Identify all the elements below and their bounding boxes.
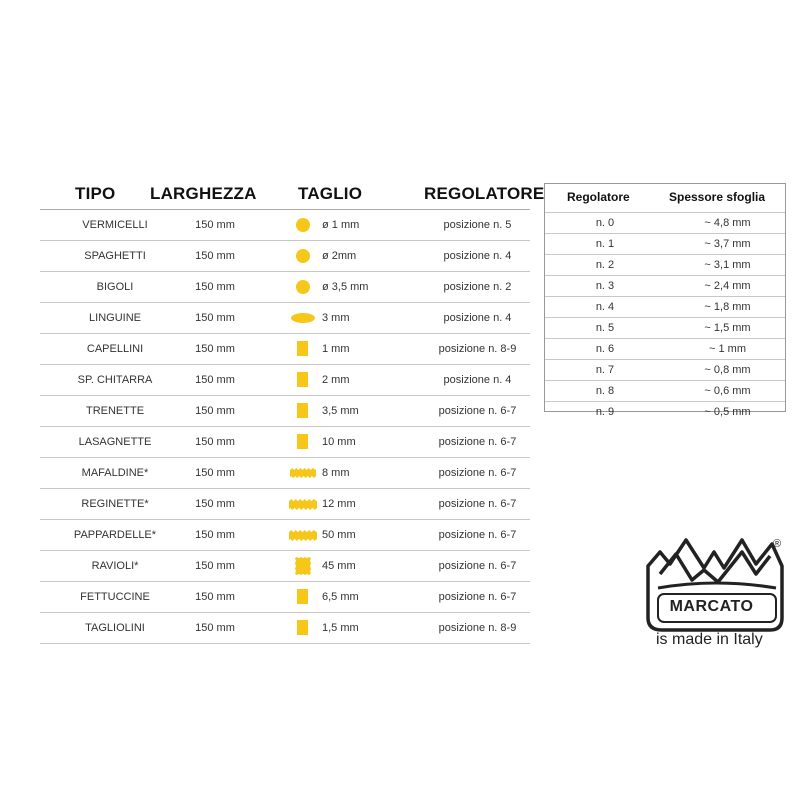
table-row bbox=[40, 520, 530, 551]
oval-icon bbox=[291, 313, 315, 323]
circle-icon bbox=[296, 218, 310, 232]
pasta-type: LASAGNETTE bbox=[78, 436, 152, 448]
pasta-setting: posizione n. 8-9 bbox=[438, 343, 517, 355]
sheet-thickness: ~ 3,1 mm bbox=[704, 259, 751, 271]
sheet-thickness: ~ 1 mm bbox=[709, 343, 746, 355]
table-row bbox=[40, 489, 530, 520]
table-row bbox=[545, 359, 785, 380]
table-row bbox=[545, 380, 785, 401]
table-row bbox=[545, 401, 785, 422]
thickness-table bbox=[544, 183, 786, 418]
pasta-type: REGINETTE* bbox=[81, 498, 149, 510]
sheet-thickness: ~ 2,4 mm bbox=[704, 280, 751, 292]
pasta-width: 150 mm bbox=[195, 219, 235, 231]
table-row bbox=[40, 458, 530, 489]
pasta-width: 150 mm bbox=[195, 591, 235, 603]
pasta-cut: 50 mm bbox=[322, 529, 356, 541]
pasta-type: SPAGHETTI bbox=[84, 250, 146, 262]
pasta-width: 150 mm bbox=[195, 622, 235, 634]
main-table-header bbox=[40, 184, 545, 210]
setting-number: n. 6 bbox=[595, 343, 615, 355]
pasta-width: 150 mm bbox=[195, 250, 235, 262]
header-spessore: Spessore sfoglia bbox=[669, 190, 766, 204]
shape-cell bbox=[285, 241, 321, 271]
setting-number: n. 9 bbox=[595, 406, 615, 418]
pasta-width: 150 mm bbox=[195, 436, 235, 448]
pasta-cut: ø 1 mm bbox=[322, 219, 360, 231]
table-row bbox=[40, 334, 530, 365]
shape-cell bbox=[285, 582, 321, 612]
setting-number: n. 2 bbox=[595, 259, 615, 271]
pasta-cut: 10 mm bbox=[322, 436, 356, 448]
shape-cell bbox=[285, 427, 321, 457]
pasta-cut: 45 mm bbox=[322, 560, 356, 572]
sheet-thickness: ~ 0,6 mm bbox=[704, 385, 751, 397]
pasta-setting: posizione n. 4 bbox=[443, 374, 512, 386]
pasta-width: 150 mm bbox=[195, 374, 235, 386]
table-row bbox=[545, 317, 785, 338]
table-row bbox=[545, 254, 785, 275]
pasta-setting: posizione n. 5 bbox=[443, 219, 512, 231]
wavy-ribbon-icon bbox=[289, 530, 317, 541]
pasta-width: 150 mm bbox=[195, 529, 235, 541]
table-row bbox=[40, 365, 530, 396]
table-row bbox=[40, 303, 530, 334]
pasta-width: 150 mm bbox=[195, 405, 235, 417]
table-row bbox=[40, 551, 530, 582]
pasta-type: RAVIOLI* bbox=[91, 560, 139, 572]
brand-tagline: is made in Italy bbox=[656, 631, 763, 648]
square-icon bbox=[297, 341, 308, 356]
thickness-rows bbox=[545, 212, 785, 422]
pasta-type: SP. CHITARRA bbox=[77, 374, 153, 386]
pasta-type: TAGLIOLINI bbox=[85, 622, 145, 634]
table-row bbox=[40, 272, 530, 303]
pasta-setting: posizione n. 6-7 bbox=[438, 467, 517, 479]
sheet-thickness: ~ 1,8 mm bbox=[704, 301, 751, 313]
shape-cell bbox=[285, 489, 321, 519]
pasta-cut: ø 2mm bbox=[322, 250, 357, 262]
pasta-cut: 8 mm bbox=[322, 467, 350, 479]
pasta-setting: posizione n. 6-7 bbox=[438, 498, 517, 510]
pasta-width: 150 mm bbox=[195, 498, 235, 510]
registered-mark: ® bbox=[773, 538, 782, 550]
table-row bbox=[40, 582, 530, 613]
shape-cell bbox=[285, 551, 321, 581]
pasta-type: PAPPARDELLE* bbox=[73, 529, 157, 541]
pasta-setting: posizione n. 4 bbox=[443, 250, 512, 262]
table-row bbox=[40, 241, 530, 272]
shape-cell bbox=[285, 272, 321, 302]
header-regolatore-side: Regolatore bbox=[567, 190, 630, 204]
wavy-ribbon-icon bbox=[289, 499, 317, 510]
thickness-table-header bbox=[545, 184, 785, 212]
setting-number: n. 1 bbox=[595, 238, 615, 250]
sheet-thickness: ~ 4,8 mm bbox=[704, 217, 751, 229]
pasta-cut: 1 mm bbox=[322, 343, 350, 355]
pasta-cut: ø 3,5 mm bbox=[322, 281, 369, 293]
setting-number: n. 8 bbox=[595, 385, 615, 397]
pasta-cut: 3 mm bbox=[322, 312, 350, 324]
sheet-thickness: ~ 0,5 mm bbox=[704, 406, 751, 418]
pasta-setting: posizione n. 6-7 bbox=[438, 436, 517, 448]
table-row bbox=[40, 210, 530, 241]
pasta-type: VERMICELLI bbox=[82, 219, 148, 231]
pasta-cut: 1,5 mm bbox=[322, 622, 359, 634]
header-taglio: TAGLIO bbox=[298, 184, 363, 203]
table-row bbox=[40, 427, 530, 458]
header-regolatore: REGOLATORE bbox=[424, 184, 545, 203]
sheet-thickness: ~ 1,5 mm bbox=[704, 322, 751, 334]
pasta-type: FETTUCCINE bbox=[80, 591, 150, 603]
setting-number: n. 3 bbox=[595, 280, 615, 292]
table-row bbox=[545, 296, 785, 317]
pasta-cut: 12 mm bbox=[322, 498, 356, 510]
wavy-ribbon-icon bbox=[290, 468, 316, 478]
table-row bbox=[545, 275, 785, 296]
pasta-type: CAPELLINI bbox=[86, 343, 144, 355]
pasta-type: TRENETTE bbox=[85, 405, 145, 417]
pasta-setting: posizione n. 6-7 bbox=[438, 591, 517, 603]
pasta-setting: posizione n. 6-7 bbox=[438, 529, 517, 541]
pasta-setting: posizione n. 6-7 bbox=[438, 405, 517, 417]
pasta-cut: 2 mm bbox=[322, 374, 350, 386]
pasta-table bbox=[40, 209, 530, 644]
pasta-type: BIGOLI bbox=[96, 281, 134, 293]
pasta-cut: 3,5 mm bbox=[322, 405, 359, 417]
brand-name: MARCATO bbox=[669, 598, 754, 615]
shape-cell bbox=[285, 458, 321, 488]
ravioli-icon bbox=[295, 557, 311, 575]
square-icon bbox=[297, 434, 308, 449]
table-row bbox=[545, 212, 785, 233]
setting-number: n. 0 bbox=[595, 217, 615, 229]
shape-cell bbox=[285, 210, 321, 240]
pasta-cut: 6,5 mm bbox=[322, 591, 359, 603]
sheet-thickness: ~ 3,7 mm bbox=[704, 238, 751, 250]
pasta-type: MAFALDINE* bbox=[81, 467, 149, 479]
shape-cell bbox=[285, 520, 321, 550]
pasta-type: LINGUINE bbox=[89, 312, 141, 324]
shape-cell bbox=[285, 365, 321, 395]
shape-cell bbox=[285, 334, 321, 364]
setting-number: n. 7 bbox=[595, 364, 615, 376]
shape-cell bbox=[285, 303, 321, 333]
table-row bbox=[40, 396, 530, 427]
pasta-setting: posizione n. 8-9 bbox=[438, 622, 517, 634]
pasta-width: 150 mm bbox=[195, 343, 235, 355]
circle-icon bbox=[296, 280, 310, 294]
pasta-setting: posizione n. 4 bbox=[443, 312, 512, 324]
pasta-setting: posizione n. 6-7 bbox=[438, 560, 517, 572]
shape-cell bbox=[285, 613, 321, 643]
square-icon bbox=[297, 589, 308, 604]
pasta-width: 150 mm bbox=[195, 560, 235, 572]
table-row bbox=[40, 613, 530, 644]
header-larghezza: LARGHEZZA bbox=[150, 184, 257, 203]
header-tipo: TIPO bbox=[75, 184, 116, 203]
circle-icon bbox=[296, 249, 310, 263]
setting-number: n. 5 bbox=[595, 322, 615, 334]
pasta-width: 150 mm bbox=[195, 467, 235, 479]
table-row bbox=[545, 338, 785, 359]
pasta-width: 150 mm bbox=[195, 312, 235, 324]
pasta-width: 150 mm bbox=[195, 281, 235, 293]
table-row bbox=[545, 233, 785, 254]
pasta-setting: posizione n. 2 bbox=[443, 281, 512, 293]
square-icon bbox=[297, 372, 308, 387]
square-icon bbox=[297, 403, 308, 418]
setting-number: n. 4 bbox=[595, 301, 615, 313]
shape-cell bbox=[285, 396, 321, 426]
square-icon bbox=[297, 620, 308, 635]
sheet-thickness: ~ 0,8 mm bbox=[704, 364, 751, 376]
